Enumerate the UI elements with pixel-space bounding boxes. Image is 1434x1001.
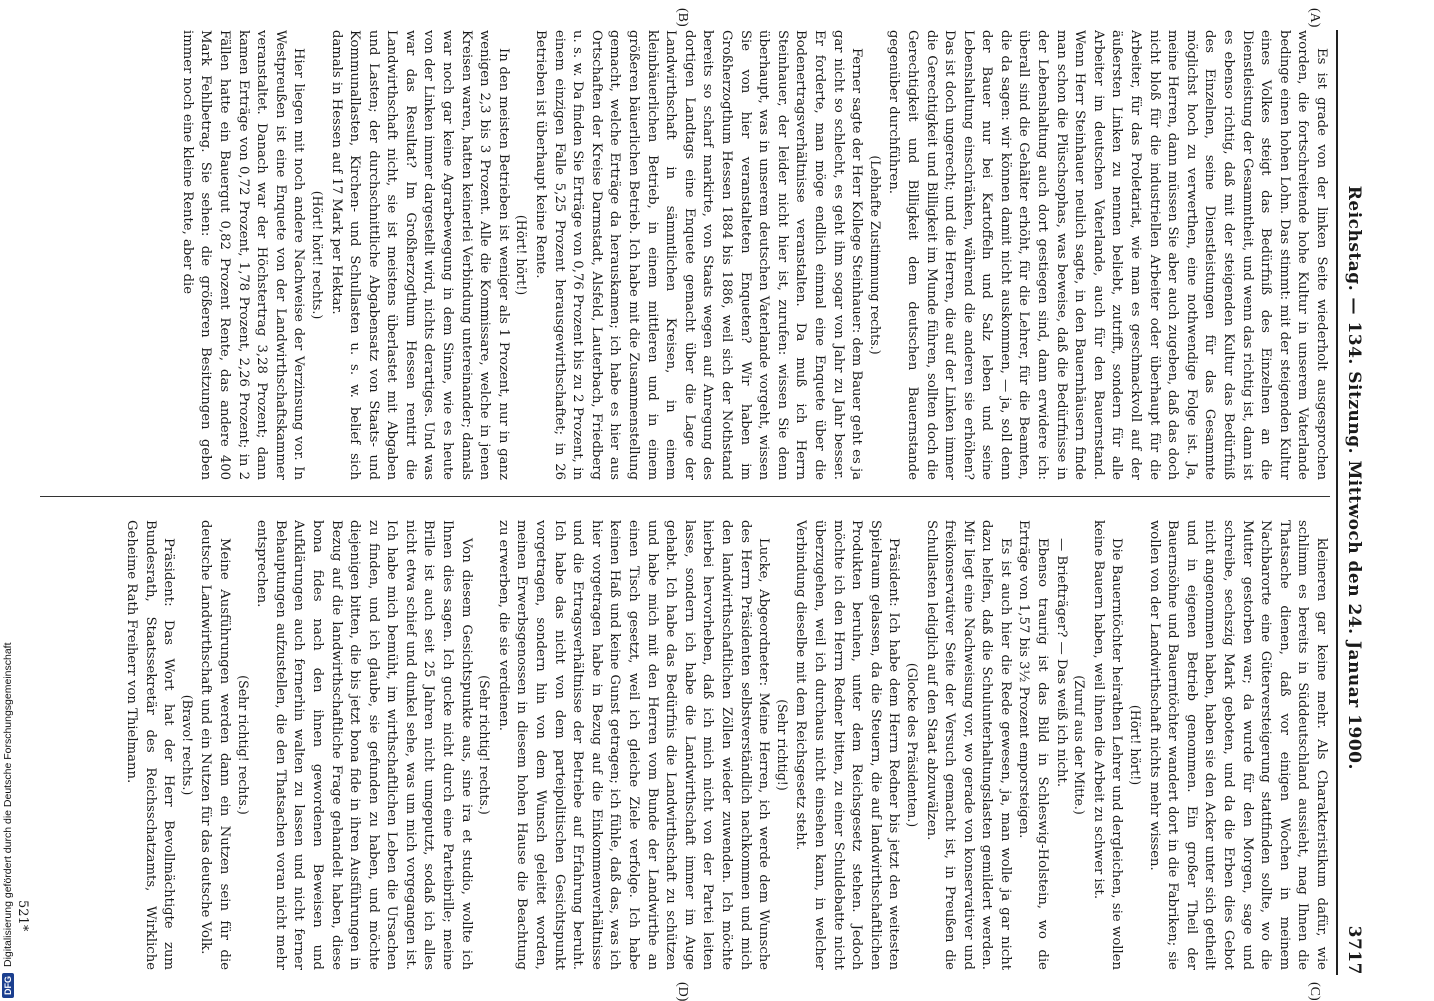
header-rule [1336, 30, 1338, 975]
paragraph: Ferner sagte der Herr Kollege Steinhauer: dem Bauer geht es ja gar nicht so schlecht, es geht ihm sogar von Jahr zu Jahr besser. Er forderte, man möge endlich einmal eine Enquete über die Bodenertragsverhältnisse veranstalten. Da muß ich Herrn Steinhauer, der leider nicht hier ist, zurufen: wissen Sie denn überhaupt, was in unserem deutschen Vaterlande vorgeht, wissen Sie von hier veranstalteten Enqueten? Wir haben im Großherzogthum Hessen 1884 bis 1886, weil sich der Nothstand bereits so scharf markirte, von Staats wegen auf Anregung des dortigen Landtags eine Enquete gemacht über die Lage der Landwirthschaft in sämmtlichen Kreisen, in einem kleinbäuerlichen Betrieb, in einem mittleren und in einem größeren bäuerlichen Betrieb. Ich habe mit die Zusammenstellung gemacht, welche Erträge da herauskamen; ich habe es hier aus Ortschaften der Kreise Darmstadt, Alsfeld, Lauterbach, Friedberg u. s. w. Da finden Sie Erträge von 0,76 Prozent bis zu 2 Prozent, in einem einzigen Falle 5,25 Prozent herausgewirthschaftet; in 26 Betrieben ist überhaupt keine Rente. [533, 30, 865, 480]
paragraph: kleineren gar keine mehr. Als Charakteristikum dafür, wie schlimm es bereits in Süddeutschland aussieht, mag Ihnen die Thatsache dienen, daß vor einigen Wochen in meinem Nachbarorte eine Güterversteigerung stattfinden sollte, wo die Mutter gestorben war; da wurde für den Morgen, sage und schreibe, sechszig Mark geboten, und da die Erben dies Gebot nicht angenommen haben, haben sie den Acker unter sich getheilt und in eigenen Betrieb genommen. Ein großer Theil der Bauernsöhne und Bauerntöchter wandert dort in die Fabriken; sie wollen von der Landwirthschaft nichts mehr wissen. [1146, 520, 1329, 970]
paragraph: Es ist grade von der linken Seite wiederholt ausgesprochen worden, die fortschreitende hohe Kultur in unserem Vaterlande bedinge einen hohen Lohn. Das stimmt: mit der steigenden Kultur eines Volkes steigt das Bedürfniß des Einzelnen an die Dienstleistung der Gesammtheit, und wenn das richtig ist, dann ist es ebenso richtig, daß mit der steigenden Kultur das Bedürfniß des Einzelnen, seine Dienstleistungen für das Gesammte möglichst hoch zu verwerthen, eine nothwendige Folge ist. Ja, meine Herren, dann müssen Sie aber auch zugeben, daß das doch nicht bloß für die industriellen Arbeiter oder überhaupt für die Arbeiter, für das Proletariat, wie man es geschmackvoll auf der äußersten Linken zu nennen beliebt, zutrifft, sondern für alle Arbeiter im deutschen Vaterlande, auch für den Bauernstand. Wenn Herr Steinhauer neulich sagte, in den Bauernhäusern finde man schon die Plüschsophas, was beweise, daß die Bedürfnisse in der Lebenshaltung auch dort gestiegen sind, dann erwidere ich: überall sind die Gehälter erhöht, für die Lehrer, für die Beamten, die da sagen: wir können damit nicht auskommen, — ja, soll denn der Bauer nur bei Kartoffeln und Salz leben und seine Lebenshaltung einschränken, während die anderen sie erhöhen? Das ist doch ungerecht; und die Herren, die auf der Linken immer die Gerechtigkeit und Billigkeit im Munde führen, sollten doch die Gerechtigkeit und Billigkeit dem deutschen Bauernstande gegenüber durchführen. [886, 30, 1329, 480]
paragraph: Von diesem Gesichtspunkte aus, sine ira et studio, wollte ich Ihnen dies sagen. Ich gucke nicht durch eine Parteibrille; meine Brille ist auch seit 25 Jahren nicht umgeputzt, sodaß ich alles nicht etwa schief und dunkel sehe, was um mich vorgegangen ist. Ich habe mich bemüht, im wirthschaftlichen Leben die Ursachen zu finden, und ich glaube, sie gefunden zu haben, und möchte diejenigen bitten, die bis jetzt bona fide in ihren Ausführungen in Bezug auf die landwirthschaftliche Frage gehandelt haben, diese bona fides nach den ihnen gewordenen Beweisen und Aufklärungen auch fernerhin walten zu lassen und nicht ferner Behauptungen aufzustellen, die den Thatsachen voran nicht mehr entsprechen. [254, 520, 474, 970]
paragraph: Präsident: Das Wort hat der Herr Bevollmächtigte zum Bundesrath, Staatssekretär des Reichsschatzamts, Wirkliche Geheime Rath Freiherr von Thielmann. [124, 520, 177, 970]
paragraph: — Briefträger? — Das weiß ich nicht. [1053, 538, 1069, 788]
margin-marker-c: (C) [1307, 982, 1322, 1001]
interjection: (Sehr richtig! rechts.) [235, 675, 251, 815]
margin-marker-a: (A) [1307, 8, 1322, 28]
header-session: — 134. Sitzung. Mittwoch den 24. Januar 1900. [1344, 297, 1364, 770]
paragraph: Lucke, Abgeordneter: Meine Herren, ich werde dem Wunsche des Herrn Präsidenten selbstverständlich nachkommen und mich den landwirthschaftlichen Zöllen wieder zuwenden. Ich möchte hierbei hervorheben, daß ich mich nicht von der Partei leiten lasse, sondern ich habe die Landwirthschaft immer im Auge gehabt. Ich habe das Bedürfnis die Landwirthschaft zu schützen und habe mich mit den Herren vom Bunde der Landwirthe an einen Tisch gesetzt, weil ich gleiche Ziele verfolge. Ich habe keinen Haß und keine Gunst getragen; ich fühle, daß das, was ich hier vorgetragen habe in Bezug auf die Einkommenverhältnisse und die Ertragsverhältnisse der Betriebe auf Erfahrung beruht. Ich habe das nicht von dem parteipolitischen Gesichtspunkt vorgetragen, sondern hin von dem Wunsch geleitet worden, meinen Erwerbsgenossen in diesem hohen Hause die Beachtung zu erwerben, die sie verdienen. [495, 520, 772, 970]
interjection: (Bravo! rechts.) [179, 694, 195, 796]
paragraph: In den meisten Betrieben ist weniger als 1 Prozent, nur in ganz wenigen 2,3 bis 3 Prozent. Alle die Kommissare, welche in jenen Kreisen waren, hatten keinerlei Verbindung untereinander; damals war noch gar keine Agrarbewegung in dem Sinne, wie es heute von der Linken immer dargestellt wird, nichts derartiges. Und was war das Resultat? Im Großherzogthum Hessen rentirt die Landwirthschaft nicht, sie ist meistens überlastet mit Abgaben und Lasten; der durchschnittliche Abgabensatz von Staats- und Kommunallasten, Kirchen- und Schullasten u. s. w. belief sich damals in Hessen auf 17 Mark per Hektar. [328, 30, 511, 480]
dfg-logo-icon: DFG [2, 973, 14, 998]
interjection: (Glocke des Präsidenten.) [904, 662, 920, 828]
paragraph: Die Bauerntöchter heirathen Lehrer und dergleichen, sie wollen keine Bauern haben, weil ihnen die Arbeit zu schwer ist. [1090, 520, 1125, 970]
header-title [1344, 30, 1364, 926]
paragraph: Hier liegen mit noch andere Nachweise der Verzinsung vor. In Westpreußen ist eine Enquete von der Landwirthschaftskammer veranstaltet. Danach war der Höchstertrag 3,28 Prozent; dann kamen Erträge von 0,72 Prozent, 1,78 Prozent, 2,26 Prozent; in 2 Fällen hatte ein Bauergut 0,82 Prozent Rente, das andere 400 Mark Fehlbetrag. Sie sehen: die größeren Besitzungen geben immer noch eine kleine Rente, aber die [179, 30, 307, 480]
interjection: (Sehr richtig! rechts.) [477, 675, 493, 815]
interjection: (Hört! hört!) [1128, 704, 1144, 786]
interjection: (Lebhafte Zustimmung rechts.) [867, 155, 883, 355]
digitization-note [2, 642, 14, 998]
column-divider [40, 496, 1330, 497]
paragraph: Meine Ausführungen werden dann ein Nutzen sein für die deutsche Landwirthschaft und ein Nutzen für das deutsche Volk. [198, 520, 232, 970]
margin-marker-b: (B) [675, 8, 690, 27]
page-number: 3717 [1344, 925, 1364, 975]
interjection: (Zuruf aus der Mitte.) [1072, 675, 1088, 815]
header-left: Reichstag. [1344, 185, 1364, 292]
right-column [40, 520, 1330, 970]
interjection: (Hört! hört! rechts.) [309, 190, 325, 320]
paragraph: Präsident: Ich habe dem Herrn Redner bis jetzt den weitesten Spielraum gelassen, da die Steuern, die auf landwirthschaftlichen Produkten beruhen, unter dem Reichsgesetz stehen. Jedoch möchte ich den Herrn Redner bitten, zu einer Schuldebatte nicht überzugehen, weil ich durchaus nicht einsehen kann, in welcher Verbindung dieselbe mit dem Reichsgesetz steht. [793, 520, 902, 970]
interjection: (Hört! hört!) [514, 214, 530, 296]
digitization-text: Digitalisierung gefördert durch die Deutsche Forschungsgemeinschaft [2, 642, 14, 967]
signature-mark: 521* [15, 900, 30, 932]
left-column [40, 30, 1330, 480]
paragraph: Es ist auch hier die Rede gewesen, ja, man wolle ja gar nicht dazu helfen, daß die Schulunterhaltungslasten gemildert werden. Mir liegt eine Nachweisung vor, wo gerade von konservativer und freikonservativer Seite der Versuch gemacht ist, in Preußen die Schullasten lediglich auf den Staat abzuwälzen. [923, 520, 1013, 970]
paragraph: Ebenso traurig ist das Bild in Schleswig-Holstein, wo die Erträge von 1,57 bis 3½ Prozent emporsteigen. [1016, 520, 1051, 970]
margin-marker-d: (D) [675, 982, 690, 1001]
interjection: (Sehr richtig!) [774, 699, 790, 791]
page-header [1342, 30, 1366, 975]
